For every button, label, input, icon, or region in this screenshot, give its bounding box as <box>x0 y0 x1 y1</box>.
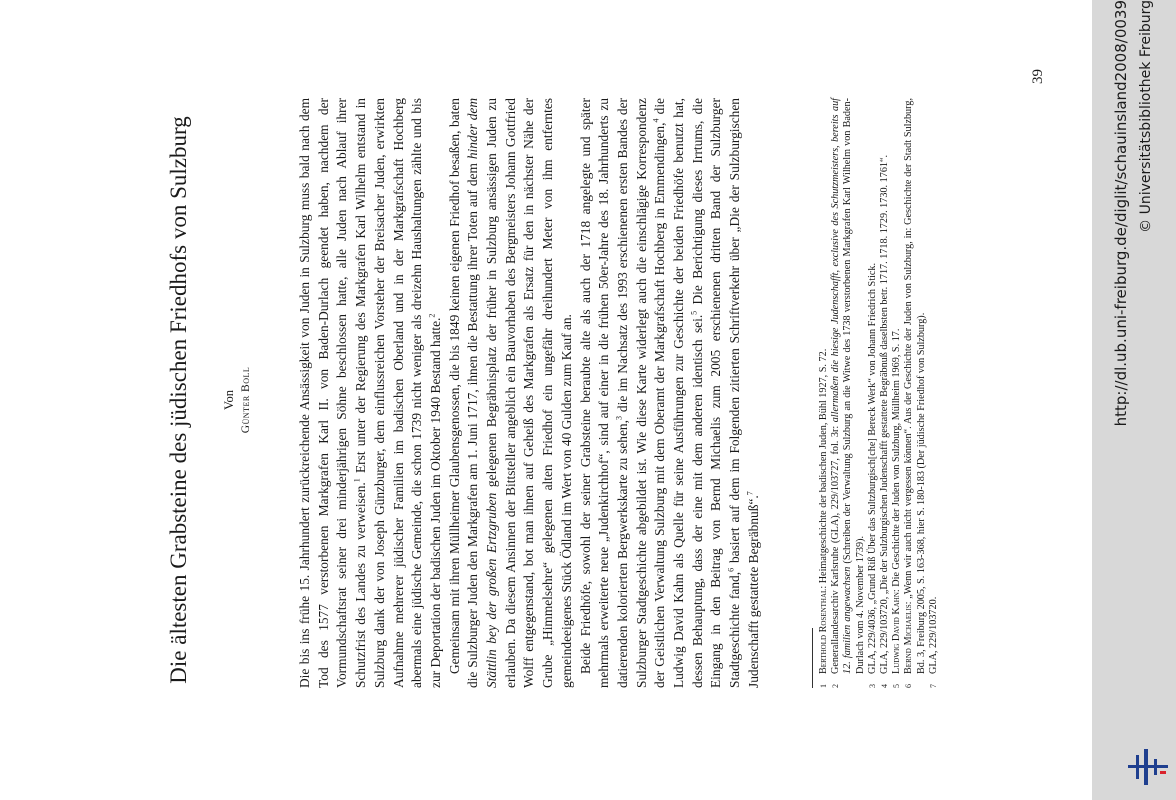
footnote: 3 GLA, 229/4036, „Grund Riß Über das Sultzburgisch[che] Bereck Werk“ von Johann Friedrich Stick. <box>866 262 878 688</box>
footnote: 2 Generallandesarchiv Karlsruhe (GLA), 229/103727, fol. 3r: allermaßen die hiesige Judenschafft, exclusive des Schutzmeisters, bereits auf 12. familien angewachsen (Schreiben der Verwaltung Sulzburg an die Witwe des 1738 verstorbenen Markgrafen Karl Wilhelm von Baden-Durlach vom 4. November 1739). <box>830 98 866 688</box>
footnote-divider <box>812 628 813 688</box>
paragraph-3: Beide Friedhöfe, sowohl der seiner Grabsteine beraubte alte als auch der 1718 angelegte und später mehrmals erweiterte neue „Judenkirchhof“, sind auf einer in die frühen 50er-Jahre des 18. Jahrhunderts zu datierenden kolorierten Bergwerkskarte zu sehen,$^3$ die im Nachsatz des 1993 erschienenen ersten Bandes der Sulzburger Stadtgeschichte abgebildet ist. Wie diese Karte widerlegt auch die einschlägige Korrespondenz der Geistlichen Verwaltung Sulzburg mit dem Oberamt der Markgrafschaft Hochberg in Emmendingen,$^4$ die Ludwig David Kahn als Quelle für seine Ausführungen zur Geschichte der beiden Friedhöfe benutzt hat, dessen Behauptung, dass der eine mit dem anderen identisch sei.$^5$ Die Berichtigung dieses Irrtums, die Eingang in den Beitrag von Bernd Michaelis zum 2005 erschienenen dritten Band der Sulzburger Stadtgeschichte fand,$^6$ basiert auf dem im Folgenden zitierten Schriftverkehr über „Die der Sulzburgischen Judenschafft gestattete Begräbnuß“.$^7$ <box>577 97 761 688</box>
source-url-link[interactable]: http://dl.ub.uni-freiburg.de/diglit/schauinsland2008/0039 <box>1112 0 1130 427</box>
footnote-ref-3[interactable]: 3 <box>614 416 624 421</box>
footnote: 1 Berthold Rosenthal: Heimatgeschichte der badischen Juden, Bühl 1927, S. 72. <box>818 348 829 688</box>
footnote-ref-5[interactable]: 5 <box>689 310 699 315</box>
footnote-ref-2[interactable]: 2 <box>427 313 437 318</box>
footnote-ref-4[interactable]: 4 <box>651 118 661 123</box>
footnote: 5 Ludwig David Kahn: Die Geschichte der Juden von Sulzburg, Müllheim 1969, S. 17. <box>891 328 903 688</box>
library-logo-icon <box>1126 745 1170 789</box>
byline-von: Von <box>222 390 236 410</box>
byline-author: Günter Boll <box>240 366 252 434</box>
article-title: Die ältesten Grabsteine des jüdischen Friedhofs von Sulzburg <box>166 116 191 684</box>
paragraph-2: Gemeinsam mit ihren Müllheimer Glaubensgenossen, die bis 1849 keinen eigenen Friedhof besaßen, baten die Sulzburger Juden den Markgrafen am 1. Juni 1717, ihnen die Bestattung ihrer Toten auf dem hinder dem Stättlin bey der großen Ertzgruben gelegenen Begräbnisplatz der früher in Sulzburg ansässigen Juden zu erlauben. Da diesem Ansinnen der Bittsteller angeblich ein Bauvorhaben des Bergmeisters Johann Gottfried Wolff entgegenstand, bot man ihnen auf Geheiß des Markgrafen als Ersatz für den in nächster Nähe der Grube „Himmelsehre“ gelegenen alten Friedhof ein ungefähr dreihundert Meter von ihm entferntes gemeindeeigenes Stück Ödland im Wert von 40 Gulden zum Kauf an. <box>446 97 574 688</box>
quoted-location: hinder dem Stättlin bey der großen Ertzgruben <box>465 97 500 688</box>
footnote: 6 Bernd Michaelis: „Wenn wir auch nicht vergessen können“. Aus der Geschichte der Juden von Sulzburg, in: Geschichte der Stadt Sulzburg, Bd. 3, Freiburg 2005, S. 163-368, hier S. 180-183 (Der jüdische Friedhof von Sulzburg). <box>903 97 927 688</box>
copyright-notice: © Universitätsbibliothek Freiburg <box>1138 0 1154 233</box>
footnote: 7 GLA, 229/103720. <box>927 596 939 688</box>
body-text <box>296 98 764 688</box>
footnote-ref-1[interactable]: 1 <box>352 478 362 483</box>
footnote-ref-7[interactable]: 7 <box>745 491 755 496</box>
side-panel-rotated <box>1092 0 1176 800</box>
footnote: 4 GLA, 229/103720, „Die der Sulzburgischen Judenschafft gestattete Begräbnuß daselbsten betr. 1717. 1718. 1729. 1730. 1761“. <box>879 154 891 688</box>
paragraph-1: Die bis ins frühe 15. Jahrhundert zurückreichende Ansässigkeit von Juden in Sulzburg muss bald nach dem Tod des 1577 verstorbenen Markgrafen Karl II. von Baden-Durlach geendet haben, nachdem der Vormundschaftsrat seiner drei minderjährigen Söhne beschlossen hatte, alle Juden nach Ablauf ihrer Schutzfrist des Landes zu verweisen.$^1$ Erst unter der Regierung des Markgrafen Karl Wilhelm entstand in Sulzburg dank der von Joseph Günzburger, dem einflussreichen Vorsteher der Breisacher Juden, erwirkten Aufnahme mehrerer jüdischer Familien im badischen Oberland und in der Markgrafschaft Hochberg abermals eine jüdische Gemeinde, die schon 1739 nicht weniger als dreizehn Haushaltungen zählte und bis zur Deportation der badischen Juden im Oktober 1940 Bestand hatte.$^2$ <box>297 98 443 688</box>
library-side-panel <box>1092 0 1176 800</box>
footnote-ref-6[interactable]: 6 <box>726 567 736 572</box>
page-number: 39 <box>1030 69 1046 84</box>
footnotes <box>818 98 940 688</box>
